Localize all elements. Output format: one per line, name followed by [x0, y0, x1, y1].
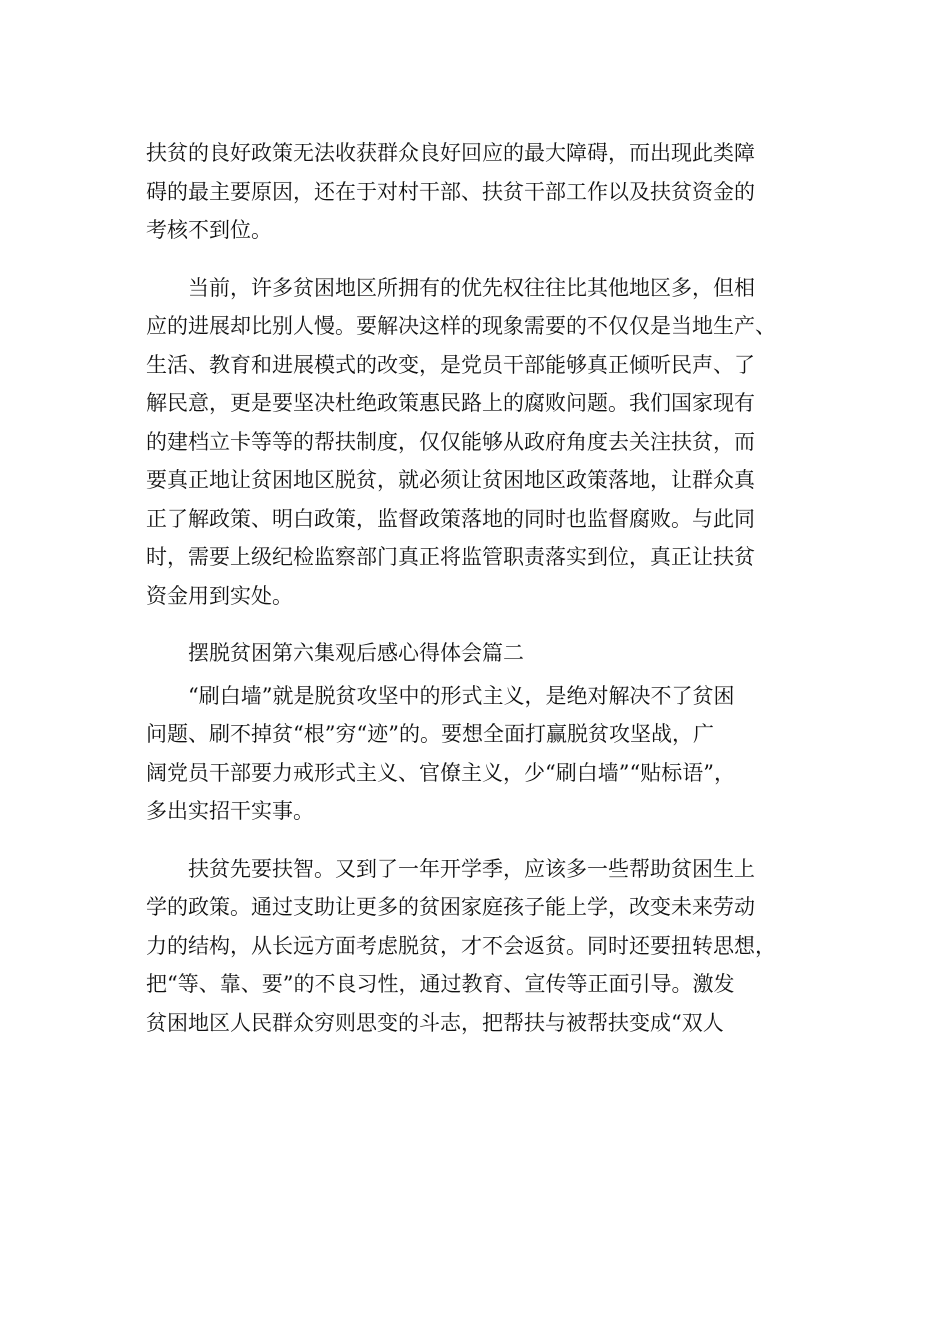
text-line: 资金用到实处。: [146, 583, 293, 608]
text-line: 解民意，更是要坚决杜绝政策惠民路上的腐败问题。我们国家现有: [146, 391, 755, 415]
paragraph-spacer: [146, 831, 816, 850]
text-line: 考核不到位。: [146, 218, 272, 242]
paragraph-formalism: [146, 677, 816, 831]
section-heading-text: 摆脱贫困第六集观后感心得体会篇二: [146, 641, 524, 665]
text-line: 把“等、靠、要”的不良习性，通过教育、宣传等正面引导。激发: [146, 972, 735, 996]
text-line: 应的进展却比别人慢。要解决这样的现象需要的不仅仅是当地生产、: [146, 314, 776, 338]
paragraph-education: [146, 850, 816, 1043]
text-line: 要真正地让贫困地区脱贫，就必须让贫困地区政策落地，让群众真: [146, 468, 755, 492]
text-line: 多出实招干实事。: [146, 799, 314, 823]
text-line: 扶贫的良好政策无法收获群众良好回应的最大障碍，而出现此类障: [146, 141, 755, 165]
text-line: 问题、刷不掉贫“根”穷“迹”的。要想全面打赢脱贫攻坚战，广: [146, 722, 714, 746]
text-line: 学的政策。通过支助让更多的贫困家庭孩子能上学，改变未来劳动: [146, 895, 755, 919]
paragraph-spacer: [146, 250, 816, 269]
section-heading: [146, 634, 816, 673]
text-line: 的建档立卡等等的帮扶制度，仅仅能够从政府角度去关注扶贫，而: [146, 429, 755, 454]
text-line: 当前，许多贫困地区所拥有的优先权往往比其他地区多，但相: [146, 275, 755, 300]
paragraph-assessment: [146, 134, 816, 250]
text-line: 扶贫先要扶智。又到了一年开学季，应该多一些帮助贫困生上: [146, 856, 755, 881]
text-line: 生活、教育和进展模式的改变，是党员干部能够真正倾听民声、了: [146, 352, 755, 377]
text-line: 正了解政策、明白政策，监督政策落地的同时也监督腐败。与此同: [146, 506, 755, 531]
paragraph-current-situation: [146, 269, 816, 616]
text-line: 碍的最主要原因，还在于对村干部、扶贫干部工作以及扶贫资金的: [146, 179, 755, 204]
text-line: “刷白墙”就是脱贫攻坚中的形式主义，是绝对解决不了贫困: [146, 683, 735, 708]
text-line: 力的结构，从长远方面考虑脱贫，才不会返贫。同时还要扭转思想，: [146, 933, 776, 958]
text-line: 阔党员干部要力戒形式主义、官僚主义，少“刷白墙”“贴标语”，: [146, 760, 735, 785]
text-line: 时，需要上级纪检监察部门真正将监管职责落实到位，真正让扶贫: [146, 545, 755, 569]
document-body: [146, 134, 816, 1042]
text-line: 贫困地区人民群众穷则思变的斗志，把帮扶与被帮扶变成“双人: [146, 1010, 724, 1035]
paragraph-spacer: [146, 615, 816, 634]
